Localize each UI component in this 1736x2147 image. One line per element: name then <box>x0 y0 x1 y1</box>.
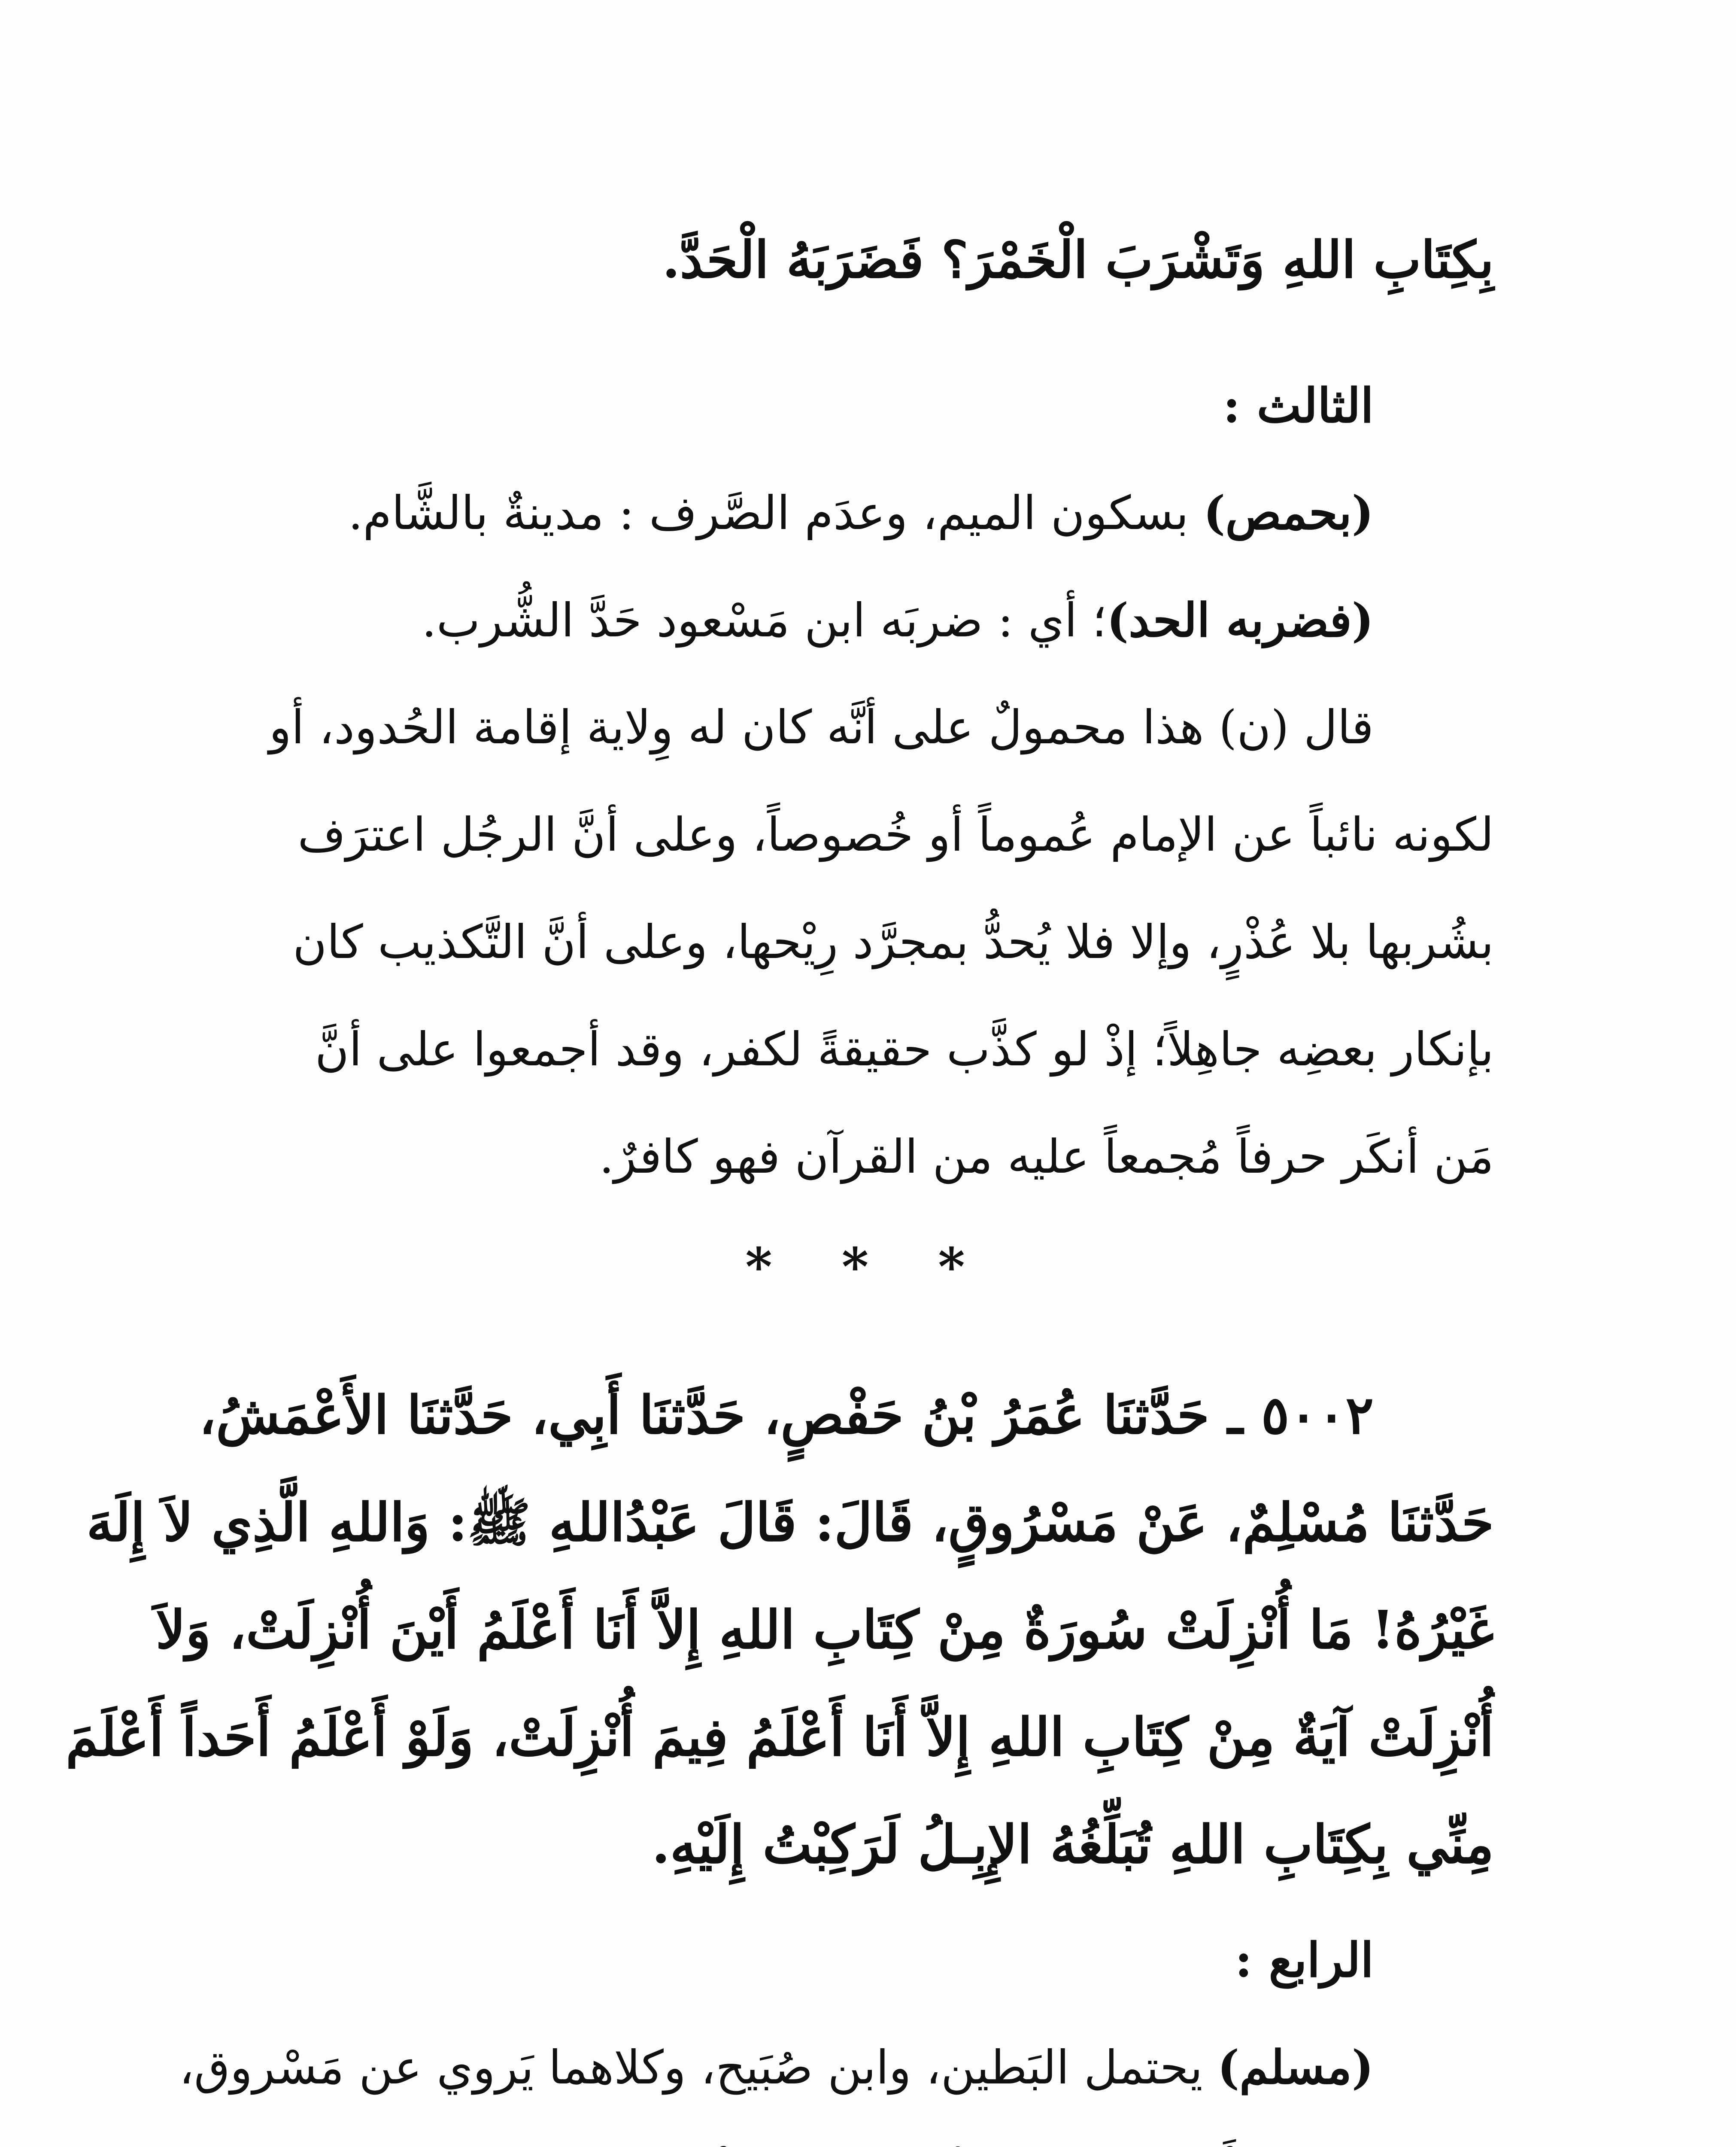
fourth-line-2 <box>240 2121 1494 2147</box>
third-item-2-key: (فضربه الحد) <box>1107 593 1374 648</box>
third-item-1-key: (بحمص) <box>1203 486 1374 540</box>
third-item-2-text: ؛ أي : ضربَه ابن مَسْعود حَدَّ الشُّرب. <box>422 594 1107 648</box>
third-section <box>240 352 1494 674</box>
section-separator: * * * <box>745 1237 991 1297</box>
fourth-line-1-text: يحتمل البَطين، وابن صُبَيح، وكلاهما يَروي عن مَسْروق، <box>179 2041 1217 2095</box>
third-heading: الثالث : <box>1223 378 1374 433</box>
fourth-heading: الرابع : <box>1235 1932 1374 1988</box>
commentary-line-5: مَن أنكَر حرفاً مُجمعاً عليه من القرآن فهو كافرٌ. <box>599 1130 1494 1184</box>
commentary-line-4: بإنكار بعضِه جاهِلاً؛ إذْ لو كذَّب حقيقةً لكفر، وقد أجمعوا على أنَّ <box>315 1023 1494 1077</box>
fourth-line-1-key: (مسلم) <box>1217 2041 1374 2095</box>
hadith-line-3: غَيْرُهُ! مَا أُنْزِلَتْ سُورَةٌ مِنْ كِتَابِ اللهِ إِلاَّ أَنَا أَعْلَمُ أَيْنَ أُنْزِلَتْ، وَلاَ <box>155 1599 1494 1660</box>
commentary-line-1: قال (ن) هذا محمولٌ على أنَّه كان له وِلاية إقامة الحُدود، أو <box>269 701 1374 754</box>
third-item-1 <box>240 459 1494 567</box>
hadith-line-2: حَدَّثنَا مُسْلِمٌ، عَنْ مَسْرُوقٍ، قَالَ: قَالَ عَبْدُاللهِ ﷺ: وَاللهِ الَّذِي لاَ إِلَهَ <box>86 1491 1494 1553</box>
hadith-line-5: مِنِّي بِكِتَابِ اللهِ تُبَلِّغُهُ الإِبِـلُ لَرَكِبْتُ إِلَيْهِ. <box>652 1813 1494 1875</box>
third-item-2 <box>240 567 1494 674</box>
hadith-line-4: أُنْزِلَتْ آيَةٌ مِنْ كِتَابِ اللهِ إِلاَّ أَنَا أَعْلَمُ فِيمَ أُنْزِلَتْ، وَلَوْ أَعْلَمُ أَحَداً أَعْلَمَ <box>65 1706 1494 1768</box>
hadith-line-1: ٥٠٠٢ ـ حَدَّثنَا عُمَرُ بْنُ حَفْصٍ، حَدَّثنَا أَبِي، حَدَّثنَا الأَعْمَشُ، <box>199 1384 1374 1446</box>
continuation-block <box>240 206 1494 313</box>
commentary-line-3: بشُربها بلا عُذْرٍ، وإلا فلا يُحدُّ بمجرَّد رِيْحها، وعلى أنَّ التَّكذيب كان <box>293 915 1494 969</box>
third-item-1-text: بسكون الميم، وعدَم الصَّرف : مدينةٌ بالشَّام. <box>348 487 1204 540</box>
fourth-section <box>179 1907 1494 2147</box>
commentary-paragraph <box>240 674 1494 1211</box>
fourth-line-1 <box>179 2014 1494 2121</box>
hadith-block <box>65 1361 1494 1898</box>
continuation-line: بِكِتَابِ اللهِ وَتَشْرَبَ الْخَمْرَ؟ فَضَرَبَهُ الْحَدَّ. <box>662 230 1494 289</box>
commentary-line-2: لكونه نائباً عن الإمام عُموماً أو خُصوصاً، وعلى أنَّ الرجُل اعترَف <box>297 808 1494 862</box>
